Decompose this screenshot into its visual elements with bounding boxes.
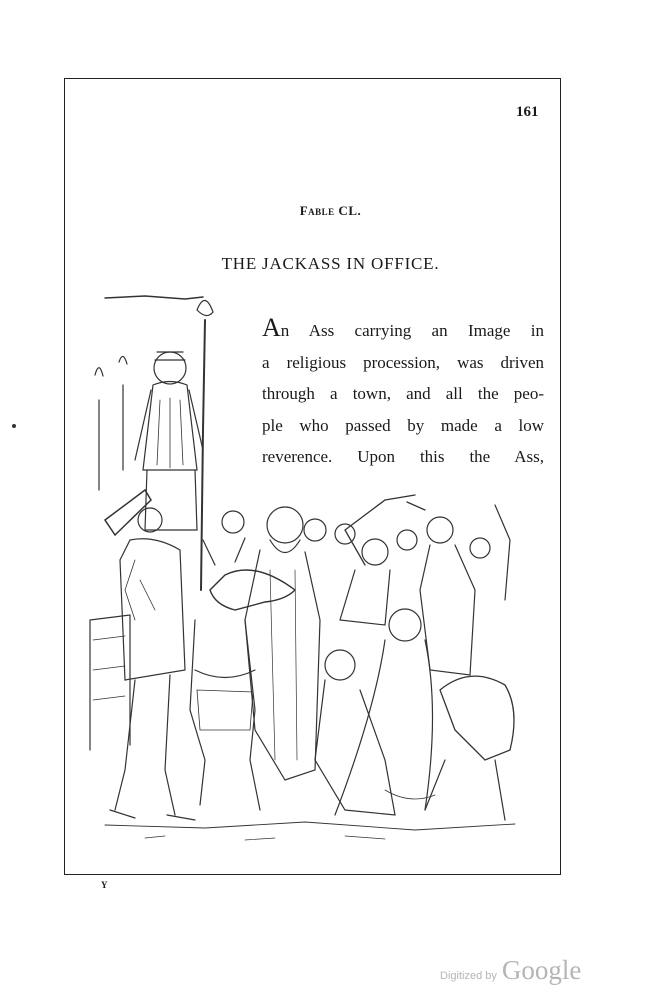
signature-mark: Y (101, 880, 108, 890)
fable-title: THE JACKASS IN OFFICE. (221, 254, 440, 273)
page-number: 161 (516, 104, 539, 120)
body-line: reverence. Upon this the Ass, (262, 447, 544, 466)
engraving-illustration (85, 290, 530, 850)
fable-label: Fable CL. (299, 203, 362, 218)
body-line-text: n Ass carrying an Image in (280, 321, 544, 340)
watermark-prefix: Digitized by (440, 970, 497, 982)
drop-cap: A (262, 313, 281, 342)
google-logo: Google (501, 955, 582, 985)
scan-speck (12, 424, 16, 428)
digitized-watermark (440, 955, 581, 986)
body-line: ple who passed by made a low (262, 415, 544, 435)
body-line: a religious procession, was driven (262, 352, 544, 372)
body-line: through a town, and all the peo- (262, 384, 544, 403)
